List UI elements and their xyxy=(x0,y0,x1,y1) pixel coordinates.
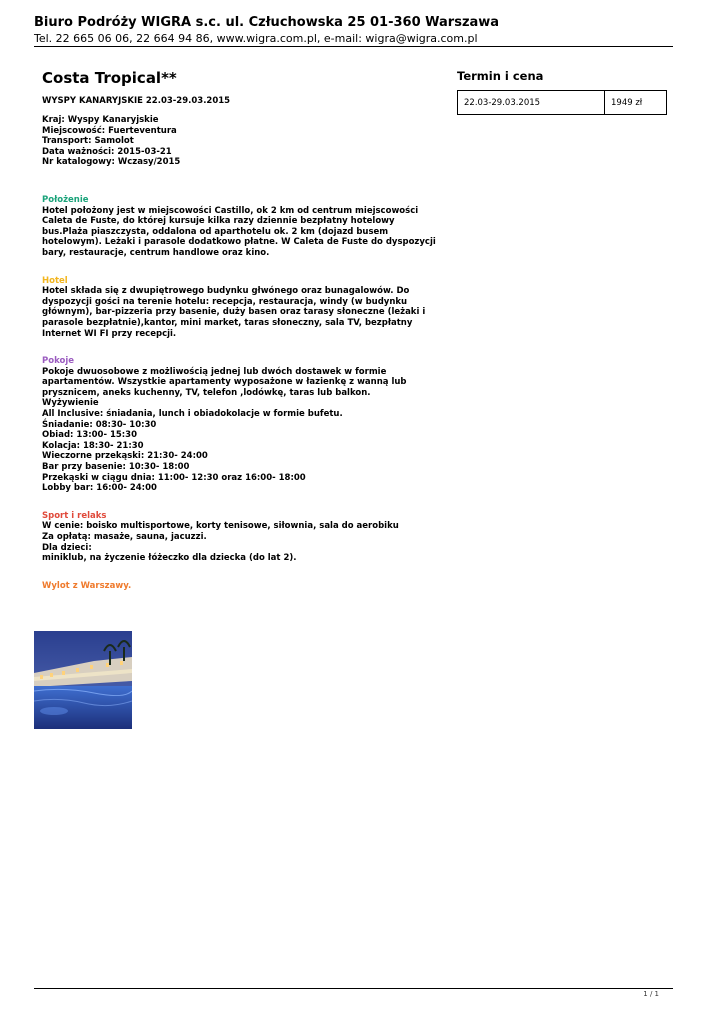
section-title-hotel: Hotel xyxy=(42,275,68,286)
footer-divider xyxy=(34,988,673,989)
offer-title: Costa Tropical** xyxy=(42,69,177,87)
page-number: 1 / 1 xyxy=(643,990,659,998)
offer-details xyxy=(42,68,437,591)
pricing-heading: Termin i cena xyxy=(457,69,544,83)
hotel-pool-image xyxy=(34,631,132,729)
meta-country: Kraj: Wyspy Kanaryjskie xyxy=(42,115,159,125)
section-hotel xyxy=(42,276,437,340)
section-wylot xyxy=(42,581,437,592)
document-header xyxy=(34,14,674,46)
offer-subtitle: WYSPY KANARYJSKIE 22.03-29.03.2015 xyxy=(42,96,231,106)
section-body-polozenie: Hotel położony jest w miejscowości Castillo, ok 2 km od centrum miejscowości Caleta de Fuste, do której kursuje kilka razy dziennie bezpłatny hotelowy bus.Plaża piaszczysta, oddalona od aparthotelu ok. 2 km (dojazd busem hotelowym). Leżaki i parasole dodatkowo płatne. W Caleta de Fuste do dyspozycji bary, restauracje, centrum handlowe oraz kino. xyxy=(42,205,436,258)
pricing-table xyxy=(457,90,667,115)
meta-location: Miejscowość: Fuerteventura xyxy=(42,125,177,136)
section-body-hotel: Hotel składa się z dwupiętrowego budynku głwónego oraz bunagalowów. Do dyspozycji gości na terenie hotelu: recepcja, restauracja, windy (w budynku głównym), bar-pizzeria przy basenie, duży basen oraz tarasy słoneczne (leżaki i parasole bezpłatnie),kantor, mini market, taras słoneczny, sala TV, bezpłatny Internet WI FI przy recepcji. xyxy=(42,286,426,339)
header-divider xyxy=(34,46,673,47)
meta-catalog-number: Nr katalogowy: Wczasy/2015 xyxy=(42,157,181,168)
section-title-polozenie: Położenie xyxy=(42,194,89,205)
section-title-sport: Sport i relaks xyxy=(42,510,107,521)
meta-transport: Transport: Samolot xyxy=(42,136,134,147)
price-cell: 1949 zł xyxy=(605,91,667,115)
section-sport xyxy=(42,511,437,564)
section-body-sport: W cenie: boisko multisportowe, korty tenisowe, siłownia, sala do aerobiku Za opłatą: masaże, sauna, jacuzzi. Dla dzieci: miniklub, na życzenie łóżeczko dla dziecka (do lat 2). xyxy=(42,521,399,564)
table-row xyxy=(458,91,667,115)
section-polozenie xyxy=(42,195,437,259)
section-body-pokoje: Pokoje dwuosobowe z możliwością jednej lub dwóch dostawek w formie apartamentów. Wszystkie apartamenty wyposażone w łazienkę z wanną lub prysznicem, aneks kuchenny, TV, telefon ,lodówkę, taras lub balkon. Wyżywienie All Inclusive: śniadania, lunch i obiadokolacje w formie bufetu. Śniadanie: 08:30- 10:30 Obiad: 13:00- 15:30 Kolacja: 18:30- 21:30 Wieczorne przekąski: 21:30- 24:00 Bar przy basenie: 10:30- 18:00 Przekąski w ciągu dnia: 11:00- 12:30 oraz 16:00- 18:00 Lobby bar: 16:00- 24:00 xyxy=(42,366,407,494)
company-contact: Tel. 22 665 06 06, 22 664 94 86, www.wigra.com.pl, e-mail: wigra@wigra.com.pl xyxy=(34,32,478,45)
section-pokoje xyxy=(42,356,437,494)
term-cell: 22.03-29.03.2015 xyxy=(458,91,605,115)
meta-valid-date: Data ważności: 2015-03-21 xyxy=(42,146,172,157)
section-title-pokoje: Pokoje xyxy=(42,356,75,367)
offer-meta xyxy=(42,115,437,168)
hotel-photo xyxy=(34,631,132,729)
section-title-wylot: Wylot z Warszawy. xyxy=(42,580,132,591)
pricing-panel xyxy=(457,68,667,108)
company-name: Biuro Podróży WIGRA s.c. ul. Człuchowska 25 01-360 Warszawa xyxy=(34,15,500,30)
